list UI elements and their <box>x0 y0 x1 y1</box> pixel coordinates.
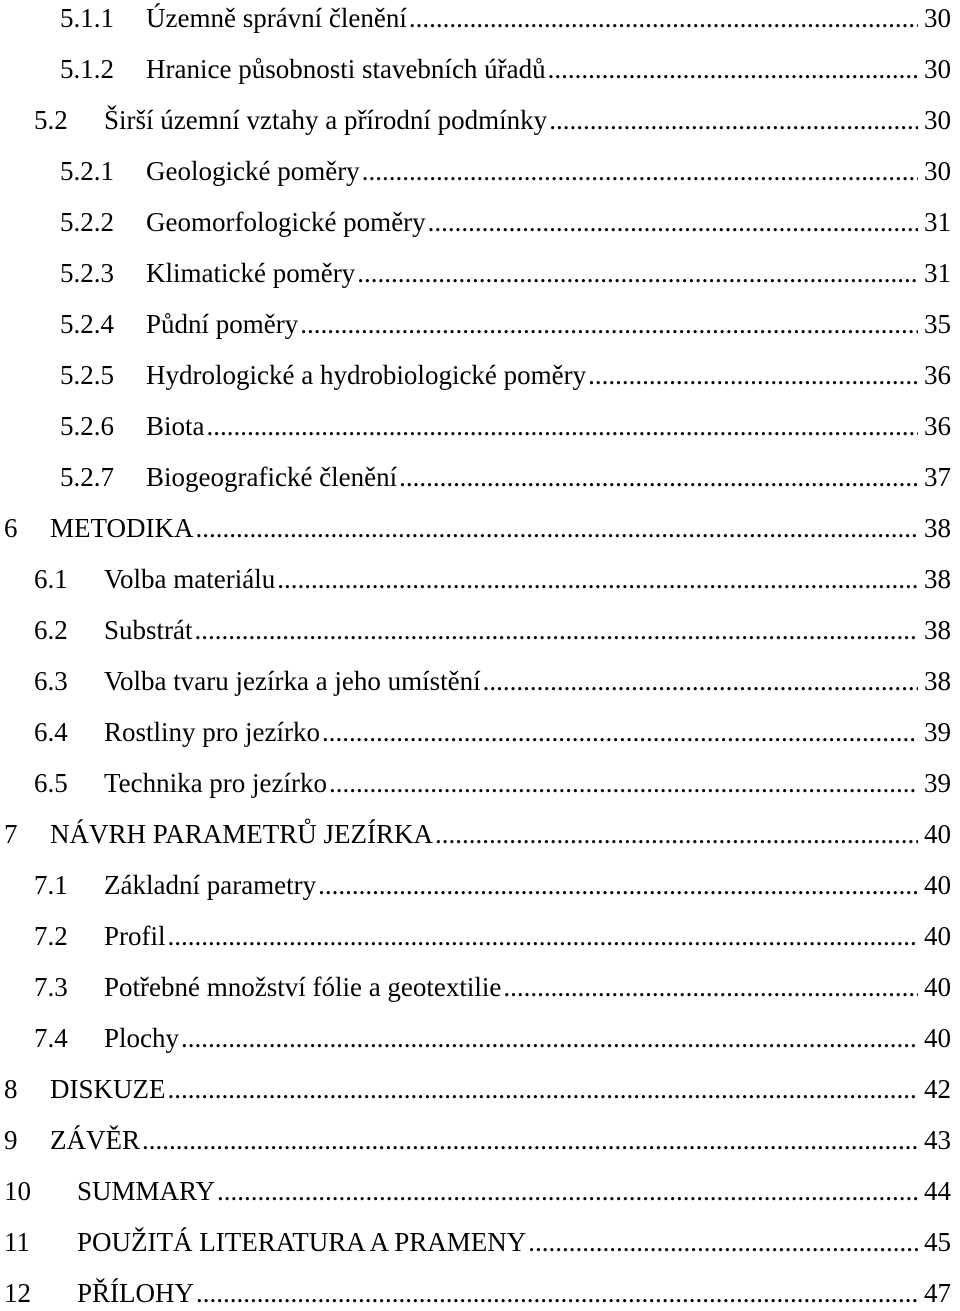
toc-dot-leader <box>322 714 918 750</box>
toc-dot-leader <box>207 408 919 444</box>
toc-entry-page-number: 42 <box>924 1074 951 1104</box>
toc-entry-number: 6 <box>4 513 18 543</box>
toc-entry[interactable] <box>0 1071 960 1107</box>
toc-entry-number: 5.2.3 <box>60 258 114 288</box>
toc-dot-leader <box>196 510 919 546</box>
toc-entry-page-number: 35 <box>924 309 951 339</box>
toc-dot-leader <box>548 51 918 87</box>
toc-entry-number: 5.2.1 <box>60 156 114 186</box>
toc-entry-title: Geomorfologické poměry <box>146 207 426 237</box>
toc-dot-leader <box>329 765 918 801</box>
toc-entry-page-number: 40 <box>924 1023 951 1053</box>
toc-entry[interactable] <box>0 1020 960 1056</box>
toc-entry-number: 5.1.1 <box>60 3 114 33</box>
toc-entry-page-number: 38 <box>924 564 951 594</box>
toc-entry-page-number: 44 <box>924 1176 951 1206</box>
toc-entry-number: 8 <box>4 1074 18 1104</box>
toc-entry-title: Územně správní členění <box>146 3 407 33</box>
toc-entry-page-number: 37 <box>924 462 951 492</box>
toc-entry-number: 7.4 <box>34 1023 68 1053</box>
toc-dot-leader <box>142 1122 918 1158</box>
toc-entry-page-number: 38 <box>924 615 951 645</box>
toc-entry-title: Biota <box>146 411 205 441</box>
toc-entry-title: Technika pro jezírko <box>104 768 328 798</box>
toc-dot-leader <box>362 153 918 189</box>
toc-entry-number: 10 <box>4 1176 31 1206</box>
toc-dot-leader <box>503 969 918 1005</box>
toc-entry-title: ZÁVĚR <box>50 1125 140 1155</box>
toc-entry[interactable] <box>0 408 960 444</box>
toc-entry-page-number: 39 <box>924 768 951 798</box>
toc-entry[interactable] <box>0 1122 960 1158</box>
toc-dot-leader <box>549 102 918 138</box>
toc-entry-number: 5.2.6 <box>60 411 114 441</box>
toc-entry[interactable] <box>0 969 960 1005</box>
toc-entry-title: METODIKA <box>50 513 194 543</box>
toc-entry[interactable] <box>0 867 960 903</box>
toc-entry-page-number: 38 <box>924 666 951 696</box>
toc-entry[interactable] <box>0 255 960 291</box>
toc-dot-leader <box>300 306 918 342</box>
toc-entry-title: NÁVRH PARAMETRŮ JEZÍRKA <box>50 819 434 849</box>
toc-entry-title: Volba materiálu <box>104 564 276 594</box>
toc-entry[interactable] <box>0 1173 960 1209</box>
toc-dot-leader <box>196 1275 918 1311</box>
toc-dot-leader <box>409 0 918 36</box>
toc-entry-number: 6.1 <box>34 564 68 594</box>
toc-entry-page-number: 36 <box>924 411 951 441</box>
toc-entry-page-number: 30 <box>924 54 951 84</box>
toc-entry-number: 5.2.5 <box>60 360 114 390</box>
toc-entry-title: POUŽITÁ LITERATURA A PRAMENY <box>77 1227 527 1257</box>
toc-entry[interactable] <box>0 102 960 138</box>
toc-entry-title: DISKUZE <box>50 1074 166 1104</box>
toc-dot-leader <box>181 1020 918 1056</box>
toc-dot-leader <box>195 612 918 648</box>
toc-entry-number: 6.4 <box>34 717 68 747</box>
toc-entry-page-number: 40 <box>924 921 951 951</box>
toc-entry-number: 6.2 <box>34 615 68 645</box>
toc-entry-number: 6.5 <box>34 768 68 798</box>
toc-entry[interactable] <box>0 51 960 87</box>
toc-entry-page-number: 30 <box>924 3 951 33</box>
toc-entry-title: Profil <box>104 921 166 951</box>
toc-entry-page-number: 40 <box>924 819 951 849</box>
toc-entry[interactable] <box>0 663 960 699</box>
toc-dot-leader <box>168 1071 919 1107</box>
toc-dot-leader <box>428 204 918 240</box>
toc-entry[interactable] <box>0 357 960 393</box>
toc-entry-page-number: 43 <box>924 1125 951 1155</box>
toc-entry-page-number: 38 <box>924 513 951 543</box>
toc-dot-leader <box>357 255 918 291</box>
toc-entry-number: 9 <box>4 1125 18 1155</box>
toc-dot-leader <box>588 357 918 393</box>
toc-entry-page-number: 45 <box>924 1227 951 1257</box>
toc-entry-number: 5.2.7 <box>60 462 114 492</box>
toc-entry-number: 5.2.2 <box>60 207 114 237</box>
toc-entry-page-number: 30 <box>924 105 951 135</box>
toc-entry-number: 6.3 <box>34 666 68 696</box>
toc-entry-title: Potřebné množství fólie a geotextilie <box>104 972 502 1002</box>
toc-entry[interactable] <box>0 306 960 342</box>
toc-entry-number: 11 <box>4 1227 30 1257</box>
toc-dot-leader <box>277 561 918 597</box>
toc-entry-number: 7.3 <box>34 972 68 1002</box>
toc-entry-title: PŘÍLOHY <box>77 1278 195 1308</box>
toc-entry-number: 7 <box>4 819 18 849</box>
toc-entry-number: 5.2 <box>34 105 68 135</box>
toc-entry-number: 12 <box>4 1278 31 1308</box>
toc-dot-leader <box>399 459 918 495</box>
toc-entry[interactable] <box>0 204 960 240</box>
toc-entry[interactable] <box>0 0 960 36</box>
toc-entry[interactable] <box>0 765 960 801</box>
toc-entry-title: Rostliny pro jezírko <box>104 717 320 747</box>
toc-entry-page-number: 30 <box>924 156 951 186</box>
toc-entry[interactable] <box>0 561 960 597</box>
toc-entry-title: Hydrologické a hydrobiologické poměry <box>146 360 587 390</box>
toc-entry[interactable] <box>0 612 960 648</box>
toc-entry[interactable] <box>0 714 960 750</box>
toc-entry[interactable] <box>0 459 960 495</box>
toc-entry-title: Substrát <box>104 615 193 645</box>
toc-entry[interactable] <box>0 1224 960 1260</box>
toc-entry-page-number: 39 <box>924 717 951 747</box>
toc-entry[interactable] <box>0 1275 960 1311</box>
toc-entry[interactable] <box>0 816 960 852</box>
toc-entry-title: Geologické poměry <box>146 156 360 186</box>
toc-entry-title: Hranice působnosti stavebních úřadů <box>146 54 546 84</box>
toc-entry-title: Širší územní vztahy a přírodní podmínky <box>104 105 548 135</box>
toc-entry-page-number: 40 <box>924 870 951 900</box>
toc-entry[interactable] <box>0 510 960 546</box>
toc-dot-leader <box>217 1173 918 1209</box>
toc-dot-leader <box>168 918 918 954</box>
toc-entry-title: Volba tvaru jezírka a jeho umístění <box>104 666 481 696</box>
toc-entry-number: 7.2 <box>34 921 68 951</box>
toc-entry-title: Základní parametry <box>104 870 317 900</box>
toc-entry-title: Půdní poměry <box>146 309 299 339</box>
toc-entry-title: Biogeografické členění <box>146 462 398 492</box>
toc-entry-number: 5.2.4 <box>60 309 114 339</box>
toc-entry[interactable] <box>0 918 960 954</box>
toc-entry-page-number: 36 <box>924 360 951 390</box>
toc-entry-number: 7.1 <box>34 870 68 900</box>
toc-entry-number: 5.1.2 <box>60 54 114 84</box>
toc-entry-title: Plochy <box>104 1023 180 1053</box>
toc-dot-leader <box>483 663 918 699</box>
toc-dot-leader <box>435 816 918 852</box>
toc-entry-page-number: 47 <box>924 1278 951 1308</box>
toc-entry[interactable] <box>0 153 960 189</box>
toc-entry-title: Klimatické poměry <box>146 258 356 288</box>
toc-entry-page-number: 40 <box>924 972 951 1002</box>
toc-entry-title: SUMMARY <box>77 1176 216 1206</box>
toc-entry-page-number: 31 <box>924 207 951 237</box>
toc-dot-leader <box>528 1224 918 1260</box>
toc-dot-leader <box>318 867 918 903</box>
toc-entry-page-number: 31 <box>924 258 951 288</box>
